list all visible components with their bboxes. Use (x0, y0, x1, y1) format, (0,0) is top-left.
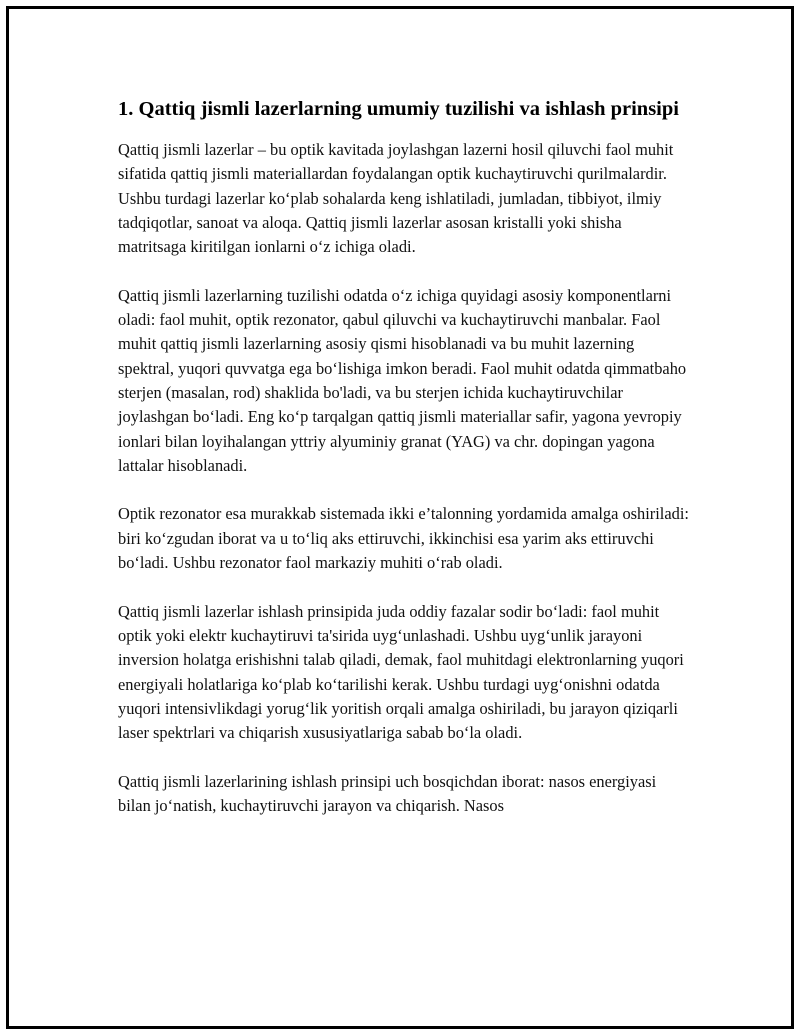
document-body (118, 96, 690, 843)
paragraph-intro: Qattiq jismli lazerlar – bu optik kavitada joylashgan lazerni hosil qiluvchi faol muhit sifatida qattiq jismli materiallardan foydalangan optik kuchaytiruvchi qurilmalardir. Ushbu turdagi lazerlar ko‘plab sohalarda keng ishlatiladi, jumladan, tibbiyot, ilmiy tadqiqotlar, sanoat va aloqa. Qattiq jismli lazerlar asosan kristalli yoki shisha matritsaga kiritilgan ionlarni o‘z ichiga oladi. (118, 140, 674, 257)
section-heading: 1. Qattiq jismli lazerlarning umumiy tuzilishi va ishlash prinsipi (118, 98, 679, 120)
paragraph-principle: Qattiq jismli lazerlar ishlash prinsipida juda oddiy fazalar sodir bo‘ladi: faol muhit optik yoki elektr kuchaytiruvi ta'sirida uyg‘unlashadi. Ushbu uyg‘unlik jarayoni inversion holatga erishishni talab qiladi, demak, faol muhitdagi elektronlarning yuqori energiyali holatlariga ko‘plab ko‘tarilishi kerak. Ushbu turdagi uyg‘onishni odatda yuqori intensivlikdagi yorug‘lik yoritish orqali amalga oshiriladi, bu jarayon qiziqarli laser spektrlari va chiqarish xususiyatlariga sabab bo‘la oladi. (118, 601, 684, 743)
paragraph-stages: Qattiq jismli lazerlarining ishlash prinsipi uch bosqichdan iborat: nasos energiyasi bilan jo‘natish, kuchaytiruvchi jarayon va chiqarish. Nasos (118, 771, 657, 816)
paragraph-resonator: Optik rezonator esa murakkab sistemada ikki e’talonning yordamida amalga oshiriladi: biri ko‘zgudan iborat va u to‘liq aks ettiruvchi, ikkinchisi esa yarim aks ettiruvchi bo‘ladi. Ushbu rezonator faol markaziy muhiti o‘rab oladi. (118, 504, 689, 573)
paragraph-structure: Qattiq jismli lazerlarning tuzilishi odatda o‘z ichiga quyidagi asosiy komponentlarni oladi: faol muhit, optik rezonator, qabul qiluvchi va kuchaytiruvchi manbalar. Faol muhit qattiq jismli lazerlarning asosiy qismi hisoblanadi va bu muhit lazerning spektral, yuqori quvvatga ega bo‘lishiga imkon beradi. Faol muhit odatda qimmatbaho sterjen (masalan, rod) shaklida bo'ladi, va bu sterjen ichida kuchaytiruvchilar joylashgan bo‘ladi. Eng ko‘p tarqalgan qattiq jismli materiallar safir, yagona yevropiy ionlari bilan loyihalangan yttriy alyuminiy granat (YAG) va chr. dopingan yagona lattalar hisoblanadi. (118, 285, 687, 475)
